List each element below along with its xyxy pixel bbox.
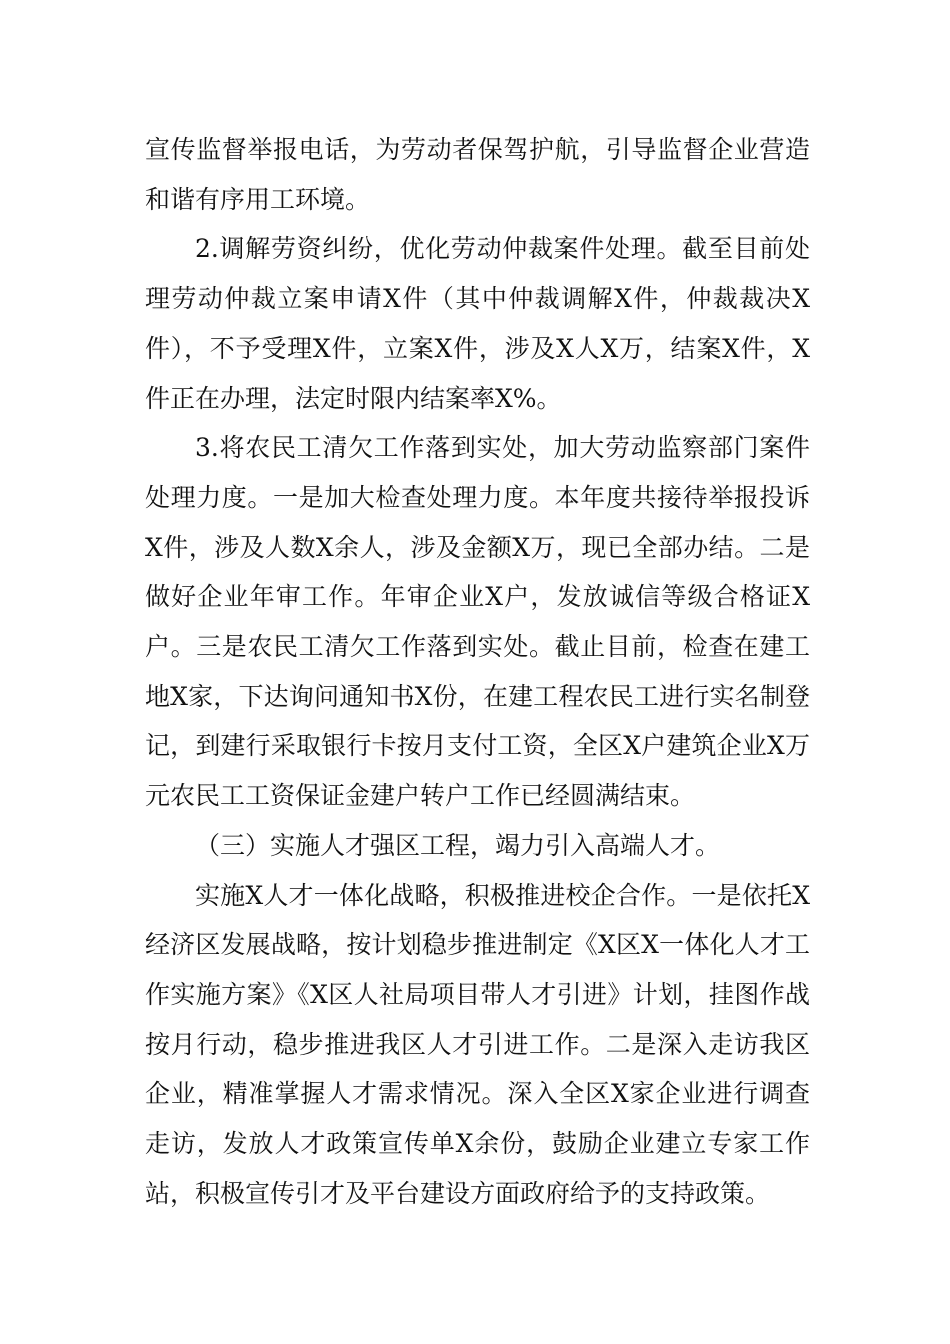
- paragraph-migrant-wage-arrears: 3.将农民工清欠工作落到实处，加大劳动监察部门案件处理力度。一是加大检查处理力度。本年度共接待举报投诉X件，涉及人数X余人，涉及金额X万，现已全部办结。二是做好企业年审工作。年审企业X户，发放诚信等级合格证X户。三是农民工清欠工作落到实处。截止目前，检查在建工地X家，下达询问通知书X份，在建工程农民工进行实名制登记，到建行采取银行卡按月支付工资，全区X户建筑企业X万元农民工工资保证金建户转户工作已经圆满结束。: [145, 433, 810, 811]
- paragraph-labor-dispute-mediation: 2.调解劳资纠纷，优化劳动仲裁案件处理。截至目前处理劳动仲裁立案申请X件（其中仲裁调解X件，仲裁裁决X件），不予受理X件，立案X件，涉及X人X万，结案X件，X件正在办理，法定时限内结案率X%。: [145, 234, 810, 413]
- section-heading-talent-project: （三）实施人才强区工程，竭力引入高端人才。: [195, 830, 721, 860]
- paragraph-hotline-continuation: 宣传监督举报电话，为劳动者保驾护航，引导监督企业营造和谐有序用工环境。: [145, 135, 810, 214]
- document-body: [145, 125, 810, 1218]
- paragraph-talent-integration-strategy: 实施X人才一体化战略，积极推进校企合作。一是依托X经济区发展战略，按计划稳步推进制定《X区X一体化人才工作实施方案》《X区人社局项目带人才引进》计划，挂图作战按月行动，稳步推进我区人才引进工作。二是深入走访我区企业，精准掌握人才需求情况。深入全区X家企业进行调查走访，发放人才政策宣传单X余份，鼓励企业建立专家工作站，积极宣传引才及平台建设方面政府给予的支持政策。: [145, 880, 810, 1208]
